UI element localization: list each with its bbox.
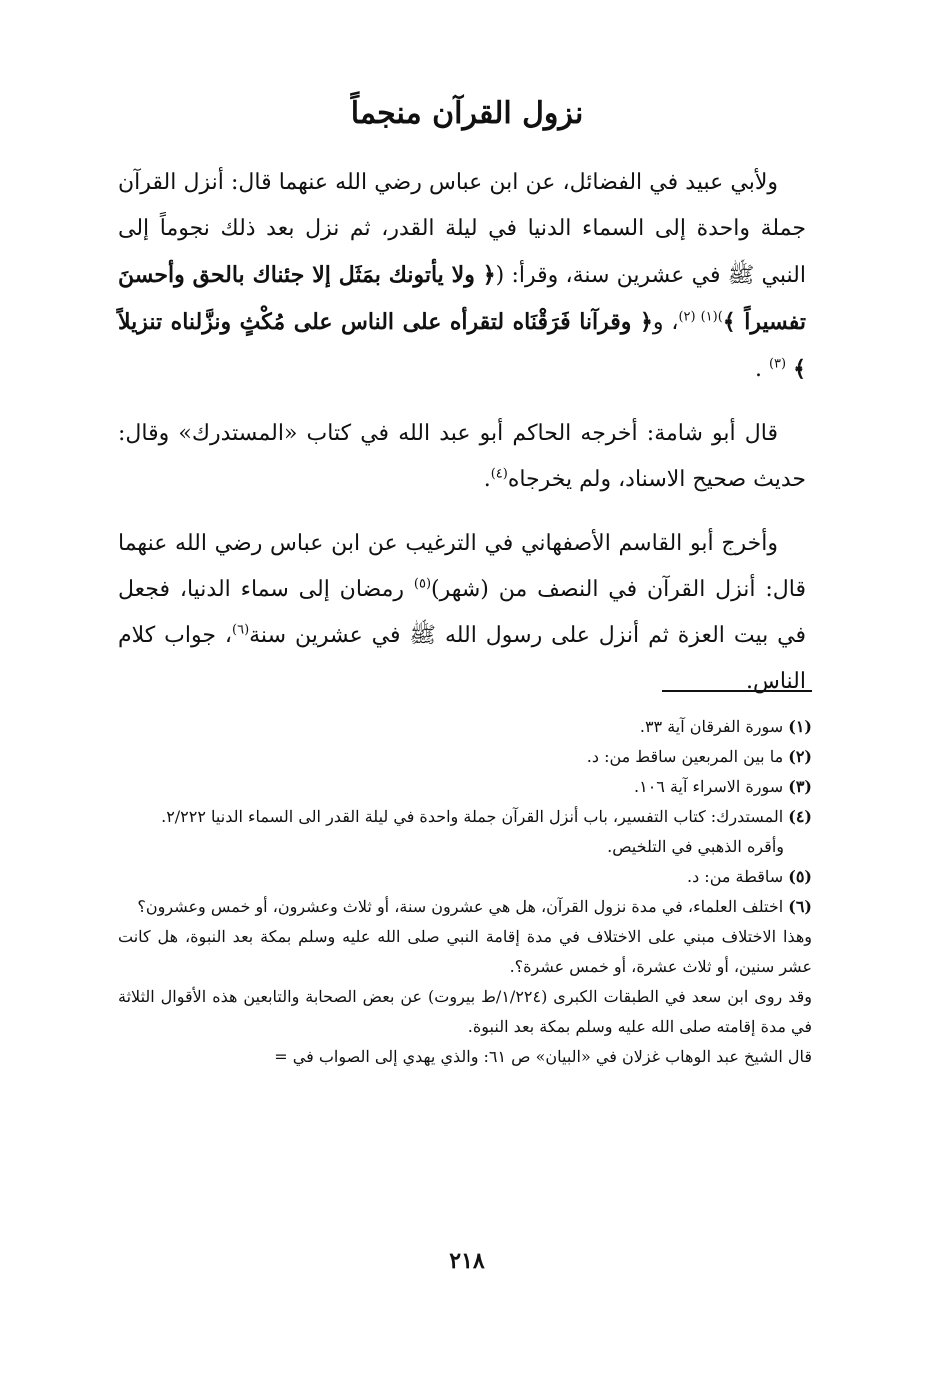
footnote-text: وأقره الذهبي في التلخيص.: [607, 837, 784, 856]
footnote-1: [118, 712, 812, 742]
footnote-2: [118, 742, 812, 772]
footnote-6-continued-2: [118, 982, 812, 1042]
paragraph-3-text-1: وأخرج أبو القاسم الأصفهاني في الترغيب عن ابن عباس رضي الله عنهما قال: أنزل القرآن في النصف من (شهر): [118, 531, 807, 602]
paragraph-1-text-3: .: [754, 357, 769, 382]
footnote-text: وقد روى ابن سعد في الطبقات الكبرى (١/٢٢٤/ط بيروت) عن بعض الصحابة والتابعين هذه الأقوال الثلاثة في مدة إقامته صلى الله عليه وسلم بمكة بعد النبوة.: [118, 987, 812, 1036]
footnotes: [118, 712, 812, 1072]
paragraph-2-text-2: .: [483, 467, 491, 492]
footnote-text: سورة الاسراء آية ١٠٦.: [634, 777, 789, 796]
footnote-6-continued-1: [118, 922, 812, 982]
page-title: نزول القرآن منجماً: [350, 96, 584, 131]
paragraph-2-text-1: قال أبو شامة: أخرجه الحاكم أبو عبد الله في كتاب «المستدرك» وقال: حديث صحيح الاسناد، ولم يخرجاه: [118, 421, 806, 492]
main-text: [118, 160, 806, 723]
paragraph-1-text-1: ولأبي عبيد في الفضائل، عن ابن عباس رضي الله عنهما قال: أنزل القرآن جملة واحدة إلى السماء الدنيا في ليلة القدر، ثم نزل بعد ذلك نجوماً إلى النبي ﷺ في عشرين سنة، وقرأ: (: [118, 170, 806, 288]
footnote-ref-3: (٣): [768, 356, 787, 372]
footnote-text: قال الشيخ عبد الوهاب غزلان في «البيان» ص ٦١: والذي يهدي إلى الصواب في =: [274, 1047, 812, 1066]
paragraph-3: [118, 521, 806, 705]
paragraph-3-text-3: ، جواب كلام الناس.: [118, 623, 806, 694]
footnote-text: اختلف العلماء، في مدة نزول القرآن، هل هي عشرون سنة، أو ثلاث وعشرون، أو خمس وعشرون؟: [137, 897, 789, 916]
page-number: ٢١٨: [449, 1248, 485, 1274]
footnote-text: وهذا الاختلاف مبني على الاختلاف في مدة إقامة النبي صلى الله عليه وسلم بمكة بعد النبوة، هل كانت عشر سنين، أو ثلاث عشرة، أو خمس عشرة؟.: [118, 927, 813, 976]
paragraph-1-text-2: ، و: [652, 310, 679, 335]
footnote-number: (٢): [788, 747, 812, 766]
quran-quote-1: ﴿ ولا يأتونك بمَثَل إلا جئناك بالحق وأحسنَ تفسيراً ﴾: [118, 262, 806, 335]
paragraph-1: [118, 160, 806, 393]
footnote-number: (١): [788, 717, 812, 736]
footnote-3: [118, 772, 812, 802]
footnote-6-continued-3: [118, 1042, 812, 1072]
footnote-number: (٣): [788, 777, 812, 796]
footnote-text: المستدرك: كتاب التفسير، باب أنزل القرآن جملة واحدة في ليلة القدر الى السماء الدنيا ٢/٢٢٢.: [161, 807, 789, 826]
footnote-ref-4: (٤): [490, 466, 508, 482]
footnote-5: [118, 862, 812, 892]
footnote-4: [118, 802, 812, 832]
footnote-number: (٥): [788, 867, 812, 886]
footnote-ref-5: (٥): [413, 576, 432, 592]
footnote-number: (٤): [788, 807, 812, 826]
paragraph-3-text-2: رمضان إلى سماء الدنيا، فجعل في بيت العزة ثم أنزل على رسول الله ﷺ في عشرين سنة: [118, 577, 806, 648]
paragraph-2: [118, 411, 806, 503]
footnote-text: ما بين المربعين ساقط من: د.: [586, 747, 789, 766]
footnote-text: ساقطة من: د.: [687, 867, 789, 886]
footnote-text: سورة الفرقان آية ٣٣.: [639, 717, 789, 736]
footnote-4-continued: [118, 832, 812, 862]
footnote-separator: [662, 690, 812, 692]
footnote-6: [118, 892, 812, 922]
quran-quote-2: ﴿ وقرآنا فَرَقْنَاه لتقرأه على الناس على مُكْثٍ ونزَّلناه تنزيلاً ﴾: [118, 309, 806, 382]
footnote-number: (٦): [788, 897, 812, 916]
footnote-ref-6: (٦): [232, 622, 250, 638]
footnote-ref-1-2: )(١) (٢): [678, 309, 723, 325]
